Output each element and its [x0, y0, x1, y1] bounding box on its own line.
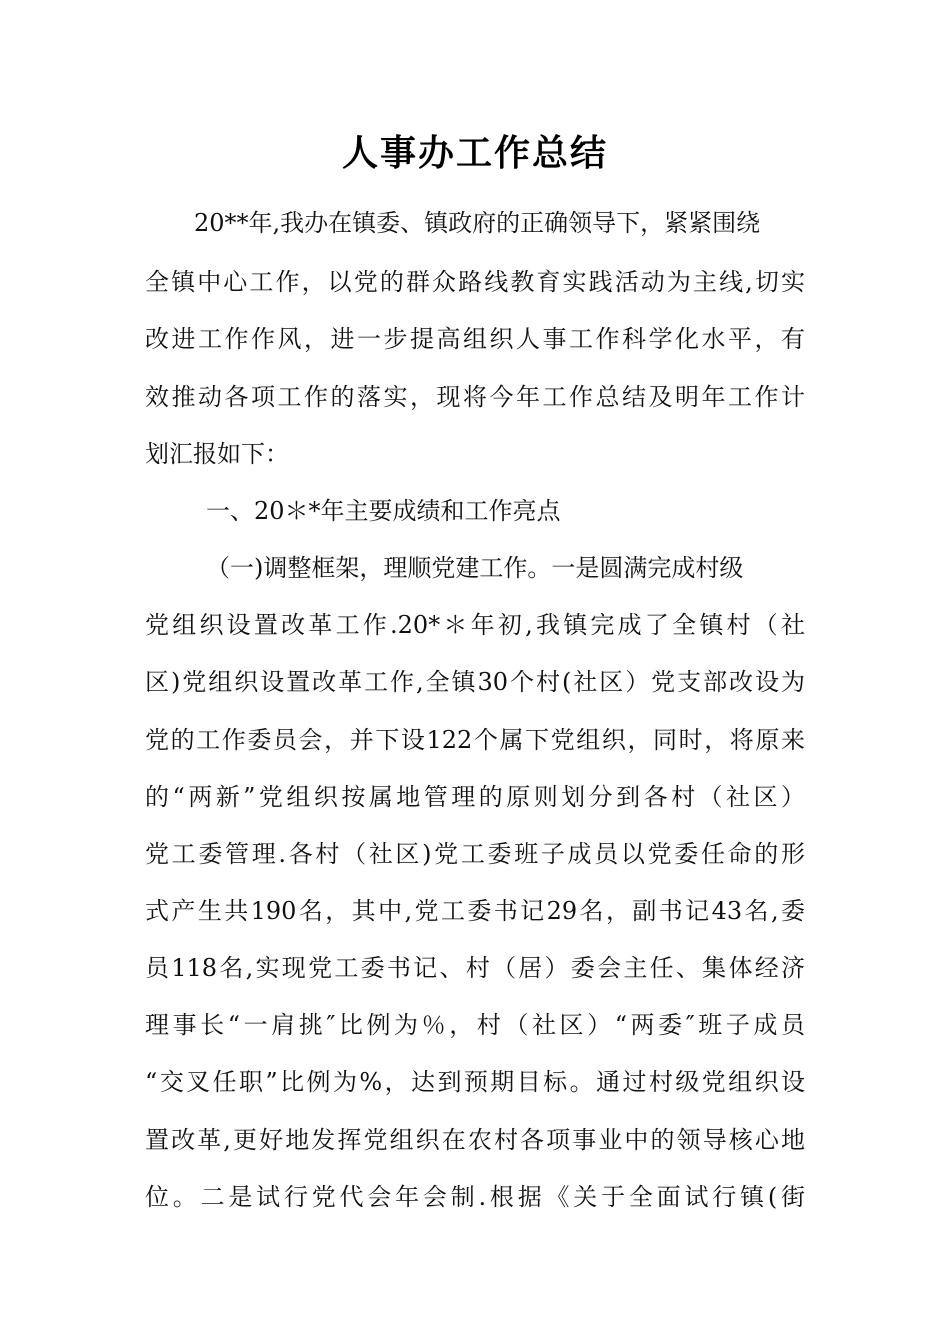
paragraph-line: 理事长“一肩挑″比例为％，村（社区）“两委″班子成员	[145, 1011, 805, 1039]
paragraph-line: 全镇中心工作，以党的群众路线教育实践活动为主线,切实	[145, 268, 805, 296]
paragraph-line: 置改革,更好地发挥党组织在农村各项事业中的领导核心地	[145, 1126, 805, 1154]
paragraph-line: 区)党组织设置改革工作,全镇30个村(社区）党支部改设为	[145, 668, 805, 696]
document-title: 人事办工作总结	[341, 133, 608, 174]
paragraph-line: 党组织设置改革工作.20*＊年初,我镇完成了全镇村（社	[145, 611, 805, 639]
paragraph-line: 划汇报如下：	[145, 440, 289, 468]
section-heading: 一、20＊*年主要成绩和工作亮点	[206, 497, 561, 525]
paragraph-line: 党工委管理.各村（社区)党工委班子成员以党委任命的形	[145, 840, 805, 868]
paragraph-line: 的“两新”党组织按属地管理的原则划分到各村（社区）	[145, 783, 805, 811]
paragraph-line: 20**年,我办在镇委、镇政府的正确领导下，紧紧围绕	[194, 209, 761, 237]
paragraph-line: 改进工作作风，进一步提高组织人事工作科学化水平，有	[145, 325, 805, 353]
paragraph-line: （一)调整框架，理顺党建工作。一是圆满完成村级	[206, 554, 744, 582]
paragraph-line: 式产生共190名，其中,党工委书记29名，副书记43名,委	[145, 897, 805, 925]
paragraph-line: “交叉任职”比例为%，达到预期目标。通过村级党组织设	[145, 1068, 805, 1096]
paragraph-line: 党的工作委员会，并下设122个属下党组织，同时，将原来	[145, 726, 805, 754]
paragraph-line: 位。二是试行党代会年会制.根据《关于全面试行镇(街	[145, 1183, 805, 1211]
paragraph-line: 员118名,实现党工委书记、村（居）委会主任、集体经济	[145, 954, 805, 982]
paragraph-line: 效推动各项工作的落实，现将今年工作总结及明年工作计	[145, 383, 805, 411]
